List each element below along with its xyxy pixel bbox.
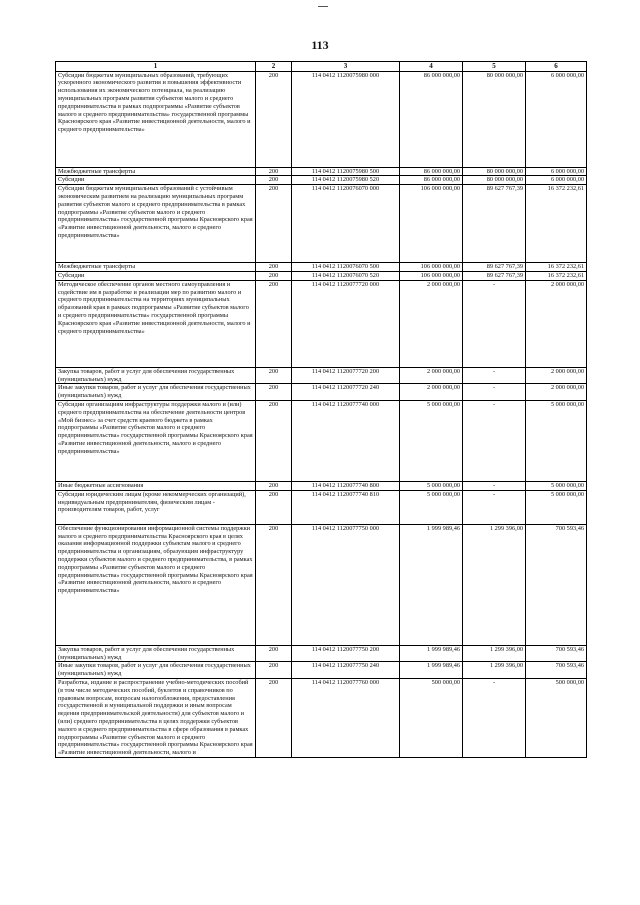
row-vr: 200 — [256, 384, 292, 401]
row-vr: 200 — [256, 482, 292, 491]
table-row — [56, 490, 587, 524]
column-header: 4 — [400, 62, 463, 72]
row-name: Субсидии — [56, 272, 256, 281]
row-name: Закупка товаров, работ и услуг для обеспечения государственных (муниципальных) нужд — [56, 645, 256, 662]
row-name: Субсидии бюджетам муниципальных образований, требующих ускоренного экономического развития и повышения эффективности использования их экономического потенциала, на реализацию муниципальных программ развития субъектов малого и среднего предпринимательства в рамках подпрограммы «Развитие субъектов малого и среднего предпринимательства» государственной программы Красноярского края «Развитие инвестиционной деятельности, малого и среднего предпринимательства» — [56, 71, 256, 167]
row-code: 114 0412 1120075980 500 — [292, 167, 400, 176]
row-amount-total: 2 000 000,00 — [400, 384, 463, 401]
row-amount-total: 1 999 989,46 — [400, 662, 463, 679]
row-code: 114 0412 1120077750 240 — [292, 662, 400, 679]
row-code: 114 0412 1120077750 000 — [292, 524, 400, 645]
row-amount-spent: - — [463, 280, 526, 367]
row-amount-remaining: 700 593,46 — [526, 645, 587, 662]
row-amount-total: 106 000 000,00 — [400, 272, 463, 281]
row-amount-total: 500 000,00 — [400, 679, 463, 758]
column-header: 2 — [256, 62, 292, 72]
column-header: 3 — [292, 62, 400, 72]
row-vr: 200 — [256, 679, 292, 758]
table-row — [56, 384, 587, 401]
table-row — [56, 401, 587, 482]
row-code: 114 0412 1120077720 200 — [292, 367, 400, 384]
row-vr: 200 — [256, 401, 292, 482]
row-amount-remaining: 5 000 000,00 — [526, 482, 587, 491]
row-amount-remaining: 5 000 000,00 — [526, 401, 587, 482]
row-code: 114 0412 1120077760 000 — [292, 679, 400, 758]
table-row — [56, 524, 587, 645]
row-vr: 200 — [256, 167, 292, 176]
table-row — [56, 367, 587, 384]
table-row — [56, 176, 587, 185]
row-amount-remaining: 700 593,46 — [526, 524, 587, 645]
column-header: 5 — [463, 62, 526, 72]
row-amount-remaining: 6 000 000,00 — [526, 176, 587, 185]
row-code: 114 0412 1120076070 520 — [292, 272, 400, 281]
row-amount-spent: - — [463, 679, 526, 758]
row-vr: 200 — [256, 185, 292, 263]
row-name: Субсидии организациям инфраструктуры поддержки малого и (или) среднего предпринимательства на обеспечение деятельности центров «Мой бизнес» за счет средств краевого бюджета в рамках подпрограммы «Развитие субъектов малого и среднего предпринимательства» государственной программы Красноярского края «Развитие инвестиционной деятельности, малого и среднего предпринимательства» — [56, 401, 256, 482]
scan-mark — [318, 6, 328, 7]
row-vr: 200 — [256, 490, 292, 524]
column-header: 1 — [56, 62, 256, 72]
column-number-row — [56, 62, 587, 72]
row-amount-total: 5 000 000,00 — [400, 401, 463, 482]
row-amount-spent: 1 299 396,00 — [463, 524, 526, 645]
row-amount-spent: 80 000 000,00 — [463, 167, 526, 176]
row-name: Субсидии бюджетам муниципальных образований с устойчивым экономическим развитием на реализацию муниципальных программ развития субъектов малого и среднего предпринимательства в рамках подпрограммы «Развитие субъектов малого и среднего предпринимательства» государственной программы Красноярского края «Развитие инвестиционной деятельности, малого и среднего предпринимательства» — [56, 185, 256, 263]
table-row — [56, 280, 587, 367]
row-amount-remaining: 700 593,46 — [526, 662, 587, 679]
table-row — [56, 185, 587, 263]
row-amount-spent: 80 000 000,00 — [463, 71, 526, 167]
row-amount-total: 106 000 000,00 — [400, 185, 463, 263]
row-amount-remaining: 2 000 000,00 — [526, 384, 587, 401]
row-amount-total: 5 000 000,00 — [400, 490, 463, 524]
table-row — [56, 482, 587, 491]
row-amount-remaining: 6 000 000,00 — [526, 167, 587, 176]
row-amount-remaining: 2 000 000,00 — [526, 280, 587, 367]
row-name: Межбюджетные трансферты — [56, 263, 256, 272]
table-row — [56, 263, 587, 272]
row-vr: 200 — [256, 645, 292, 662]
row-code: 114 0412 1120077740 810 — [292, 490, 400, 524]
row-amount-spent: - — [463, 482, 526, 491]
row-vr: 200 — [256, 176, 292, 185]
row-amount-spent: 89 627 767,39 — [463, 263, 526, 272]
row-code: 114 0412 1120077740 000 — [292, 401, 400, 482]
row-amount-remaining: 6 000 000,00 — [526, 71, 587, 167]
row-amount-total: 86 000 000,00 — [400, 71, 463, 167]
row-amount-remaining: 16 372 232,61 — [526, 185, 587, 263]
row-vr: 200 — [256, 272, 292, 281]
row-amount-spent: - — [463, 490, 526, 524]
row-amount-total: 86 000 000,00 — [400, 167, 463, 176]
row-name: Межбюджетные трансферты — [56, 167, 256, 176]
row-vr: 200 — [256, 280, 292, 367]
page-number: 113 — [311, 38, 329, 52]
row-amount-spent: 1 299 396,00 — [463, 662, 526, 679]
row-name: Иные закупки товаров, работ и услуг для обеспечения государственных (муниципальных) нужд — [56, 384, 256, 401]
row-name: Иные закупки товаров, работ и услуг для обеспечения государственных (муниципальных) нужд — [56, 662, 256, 679]
column-header: 6 — [526, 62, 587, 72]
row-code: 114 0412 1120077720 240 — [292, 384, 400, 401]
row-code: 114 0412 1120076070 000 — [292, 185, 400, 263]
table-row — [56, 71, 587, 167]
row-amount-spent: - — [463, 401, 526, 482]
row-amount-spent: - — [463, 384, 526, 401]
row-amount-remaining: 16 372 232,61 — [526, 272, 587, 281]
row-amount-remaining: 16 372 232,61 — [526, 263, 587, 272]
row-name: Обеспечение функционирования информационной системы поддержки малого и среднего предпринимательства Красноярского края в целях оказания информационной поддержки субъектам малого и среднего предпринимательства и организациям, образующим инфраструктуру поддержки субъектов малого и среднего предпринимательства, в рамках подпрограммы «Развитие субъектов малого и среднего предпринимательства» государственной программы Красноярского края «Развитие инвестиционной деятельности, малого и среднего предпринимательства» — [56, 524, 256, 645]
row-amount-spent: 80 000 000,00 — [463, 176, 526, 185]
row-code: 114 0412 1120077720 000 — [292, 280, 400, 367]
table-row — [56, 167, 587, 176]
row-amount-remaining: 2 000 000,00 — [526, 367, 587, 384]
row-name: Разработка, издание и распространение учебно-методических пособий (в том числе методических пособий, буклетов и справочников по правовым вопросам, вопросам налогообложения, предоставления государственной и муниципальной поддержки и иным вопросам ведения предпринимательской деятельности) для субъектов малого и (или) среднего предпринимательства в целях поддержки субъектов малого и среднего предпринимательства в сфере образования в рамках подпрограммы «Развитие субъектов малого и среднего предпринимательства» государственной программы Красноярского края «Развитие инвестиционной деятельности, малого и — [56, 679, 256, 758]
row-amount-spent: 89 627 767,39 — [463, 272, 526, 281]
row-vr: 200 — [256, 524, 292, 645]
row-vr: 200 — [256, 367, 292, 384]
row-code: 114 0412 1120075980 520 — [292, 176, 400, 185]
table-row — [56, 272, 587, 281]
row-code: 114 0412 1120077750 200 — [292, 645, 400, 662]
row-amount-spent: - — [463, 367, 526, 384]
row-amount-total: 86 000 000,00 — [400, 176, 463, 185]
row-code: 114 0412 1120075980 000 — [292, 71, 400, 167]
row-amount-total: 2 000 000,00 — [400, 367, 463, 384]
table-row — [56, 679, 587, 758]
row-vr: 200 — [256, 71, 292, 167]
row-amount-spent: 89 627 767,39 — [463, 185, 526, 263]
row-amount-total: 1 999 989,46 — [400, 524, 463, 645]
row-code: 114 0412 1120076070 500 — [292, 263, 400, 272]
row-name: Иные бюджетные ассигнования — [56, 482, 256, 491]
row-name: Закупка товаров, работ и услуг для обеспечения государственных (муниципальных) нужд — [56, 367, 256, 384]
row-name: Субсидии — [56, 176, 256, 185]
row-name: Субсидии юридическим лицам (кроме некоммерческих организаций), индивидуальным предпринимателям, физическим лицам - производителям товаров, работ, услуг — [56, 490, 256, 524]
row-amount-remaining: 500 000,00 — [526, 679, 587, 758]
row-amount-total: 5 000 000,00 — [400, 482, 463, 491]
row-vr: 200 — [256, 662, 292, 679]
table-row — [56, 662, 587, 679]
table-row — [56, 645, 587, 662]
row-code: 114 0412 1120077740 800 — [292, 482, 400, 491]
row-amount-total: 1 999 989,46 — [400, 645, 463, 662]
row-vr: 200 — [256, 263, 292, 272]
row-amount-remaining: 5 000 000,00 — [526, 490, 587, 524]
row-name: Методическое обеспечение органов местного самоуправления и содействие им в разработке и реализации мер по развитию малого и среднего предпринимательства на территориях муниципальных образований края в рамках подпрограммы «Развитие субъектов малого и среднего предпринимательства» государственной программы Красноярского края «Развитие инвестиционной деятельности, малого и среднего предпринимательства» — [56, 280, 256, 367]
row-amount-spent: 1 299 396,00 — [463, 645, 526, 662]
budget-table — [55, 61, 587, 758]
row-amount-total: 106 000 000,00 — [400, 263, 463, 272]
row-amount-total: 2 000 000,00 — [400, 280, 463, 367]
